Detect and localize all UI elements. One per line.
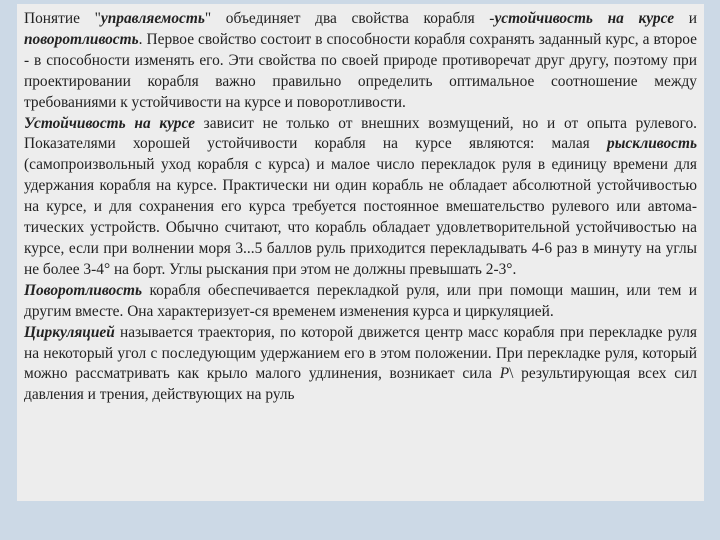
- term-controllability: управляемость: [100, 10, 205, 27]
- term-yawing: рыскливость: [607, 135, 697, 153]
- text-segment: Понятие ": [24, 10, 101, 27]
- term-maneuverability: поворотливость: [24, 30, 139, 48]
- text-segment: " объединяет два свойства корабля -: [204, 10, 495, 27]
- text-body: [24, 9, 697, 406]
- term-course-stability: Устойчивость на курсе: [24, 114, 195, 132]
- paragraph-controllability: [24, 9, 697, 114]
- paragraph-circulation: [24, 323, 697, 407]
- text-segment: называется траектория, по которой движется центр масс корабля при перекладке руля на некоторый угол с последующим удержанием его в этом положении. При перекладке руля, который можно рассматривать как крыло малого удлинения, возникает сила: [24, 323, 697, 383]
- text-segment: \ результирующая всех сил давления и трения, действующих на руль: [24, 365, 697, 404]
- term-maneuverability: Поворотливость: [24, 281, 143, 299]
- term-course-stability: устойчивость на курсе: [494, 10, 675, 27]
- text-segment: зависит не только от внешних возмущений, но и от опыта рулевого. Показателями хорошей устойчивости корабля на курсе являются: малая: [24, 114, 697, 153]
- text-segment: корабля обеспечивается перекладкой руля, или при помощи машин, или тем и другим вместе. Она характеризует-ся временем изменения курса и циркуляцией.: [24, 281, 697, 320]
- slide: [17, 4, 704, 501]
- text-segment: и: [674, 10, 697, 27]
- term-circulation: Циркуляцией: [24, 323, 115, 341]
- paragraph-course-stability: [24, 114, 697, 281]
- symbol-p: P: [499, 365, 510, 383]
- text-segment: (самопроизвольный уход корабля с курса) и малое число перекладок руля в единицу времени для удержания корабля на курсе. Практически ни один корабль не обладает абсолютной устойчивостью на курсе, и для сохранения его курса требуется постоянное вмешательство рулевого или автома-тических устройств. Обычно считают, что корабль обладает удовлетворительной устойчивостью на курсе, если при волнении моря 3...5 баллов руль приходится перекладывать 4-6 раз в минуту на углы не более 3-4° на борт. Углы рыскания при этом не должны превышать 2-3°.: [24, 156, 697, 278]
- text-segment: . Первое свойство состоит в способности корабля сохранять заданный курс, а второе - в способности изменять его. Эти свойства по своей природе противоречат друг другу, поэтому при проектировании корабля важно правильно определить оптимальное соотношение между требованиями к устойчивости на курсе и поворотливости.: [24, 30, 697, 111]
- paragraph-maneuverability: [24, 281, 697, 323]
